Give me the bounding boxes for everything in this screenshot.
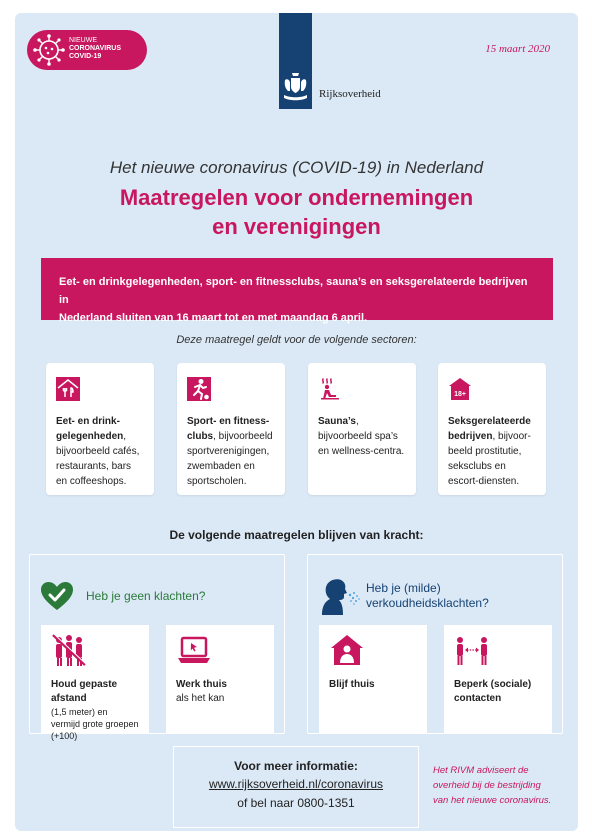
laptop-icon (176, 633, 212, 667)
info-link[interactable]: www.rijksoverheid.nl/coronavirus (208, 777, 384, 791)
limit-contact-card (444, 625, 552, 733)
rivm-line3: van het nieuwe coronavirus. (433, 795, 552, 806)
keep-distance-card (41, 625, 149, 741)
title-line1: Maatregelen voor ondernemingen (119, 185, 474, 210)
closure-alert (41, 258, 553, 324)
work-home-label: Werk thuis (176, 679, 227, 690)
page-title (15, 183, 578, 241)
date: 15 maart 2020 (485, 43, 550, 55)
sector-rest: , bijvoorbeeld cafés, restaurants, bars en coffeeshops. (56, 431, 140, 487)
complaints-heading-line2: verkoudheidsklachten? (366, 596, 489, 610)
covid-badge (27, 30, 147, 70)
sector-card-sauna (308, 363, 416, 495)
house-icon (329, 633, 365, 667)
sector-text (448, 414, 536, 489)
sector-rest: , bijvoorbeeld sportverenigingen, zwembaden en sportscholen. (187, 431, 273, 487)
sector-rest: , bijvoorbeeld spa’s en wellness-centra. (318, 416, 405, 457)
rijksoverheid-logo-bar (279, 13, 312, 109)
sector-bold: Sport- en fitness-clubs (187, 416, 270, 442)
no-complaints-heading: Heb je geen klachten? (86, 589, 206, 603)
rivm-note (433, 763, 573, 808)
work-home-sub: als het kan (176, 693, 225, 704)
cutlery-icon (56, 377, 80, 401)
limit-contact-line2: contacten (454, 693, 502, 704)
keep-measures-title: De volgende maatregelen blijven van kracht: (169, 528, 424, 542)
adult-18-label: 18+ (454, 391, 466, 398)
no-complaints-panel (29, 554, 285, 741)
alert-line2: Nederland sluiten van 16 maart tot en met maandag 6 april. (59, 312, 368, 324)
complaints-panel (307, 554, 563, 734)
stay-home-card (319, 625, 427, 733)
sector-text (318, 414, 406, 459)
adult-18-icon (448, 377, 472, 401)
virus-icon (33, 34, 65, 66)
sector-intro: Deze maatregel geldt voor de volgende sectoren: (176, 334, 417, 346)
complaints-heading-line1: Heb je (milde) (366, 581, 441, 595)
sector-bold: Seksgerelateerde bedrijven (448, 416, 531, 442)
more-info-box (173, 746, 419, 828)
badge-text (69, 37, 121, 61)
keep-distance-label: Houd gepaste afstand (51, 679, 118, 704)
more-info-heading: Voor meer informatie: (234, 759, 358, 773)
alert-line1: Eet- en drinkgelegenheden, sport- en fitnessclubs, sauna’s en seksgerelateerde bedrijven in (59, 276, 528, 306)
poster (15, 13, 578, 831)
rivm-line1: Het RIVM adviseert de (433, 765, 529, 776)
work-home-card (166, 625, 274, 733)
rijksoverheid-label: Rijksoverheid (319, 88, 381, 100)
runner-icon (187, 377, 211, 401)
sauna-icon (318, 377, 342, 401)
info-phone: of bel naar 0800-1351 (237, 796, 355, 810)
rivm-line2: overheid bij de bestrijding (433, 780, 541, 791)
badge-line2: CORONAVIRUS (69, 45, 121, 52)
limit-contact-line1: Beperk (sociale) (454, 679, 532, 690)
title-line2: en verenigingen (212, 214, 381, 239)
sector-rest: , bijvoor-beeld prostitutie, seksclubs en escort-diensten. (448, 431, 531, 487)
complaints-heading (366, 581, 489, 611)
sector-bold: Eet- en drink-gelegenheden (56, 416, 124, 442)
sector-text (187, 414, 275, 489)
badge-line1: NIEUWE (69, 37, 97, 44)
subtitle: Het nieuwe coronavirus (COVID-19) in Nederland (109, 158, 484, 177)
sector-card-sport (177, 363, 285, 495)
sneezing-person-icon (316, 577, 362, 617)
keep-distance-sub: (1,5 meter) en vermijd grote groepen (+100) (51, 707, 139, 741)
sector-card-eat-drink (46, 363, 154, 495)
distance-icon (454, 633, 490, 667)
badge-line3: COVID-19 (69, 53, 102, 60)
limit-contact-label (454, 678, 542, 706)
sector-bold: Sauna’s (318, 416, 356, 427)
coat-of-arms-icon (282, 71, 309, 101)
sector-text (56, 414, 144, 489)
stay-home-label: Blijf thuis (329, 679, 375, 690)
heart-check-icon (40, 581, 74, 611)
sector-card-adult (438, 363, 546, 495)
no-groups-icon (51, 633, 87, 667)
